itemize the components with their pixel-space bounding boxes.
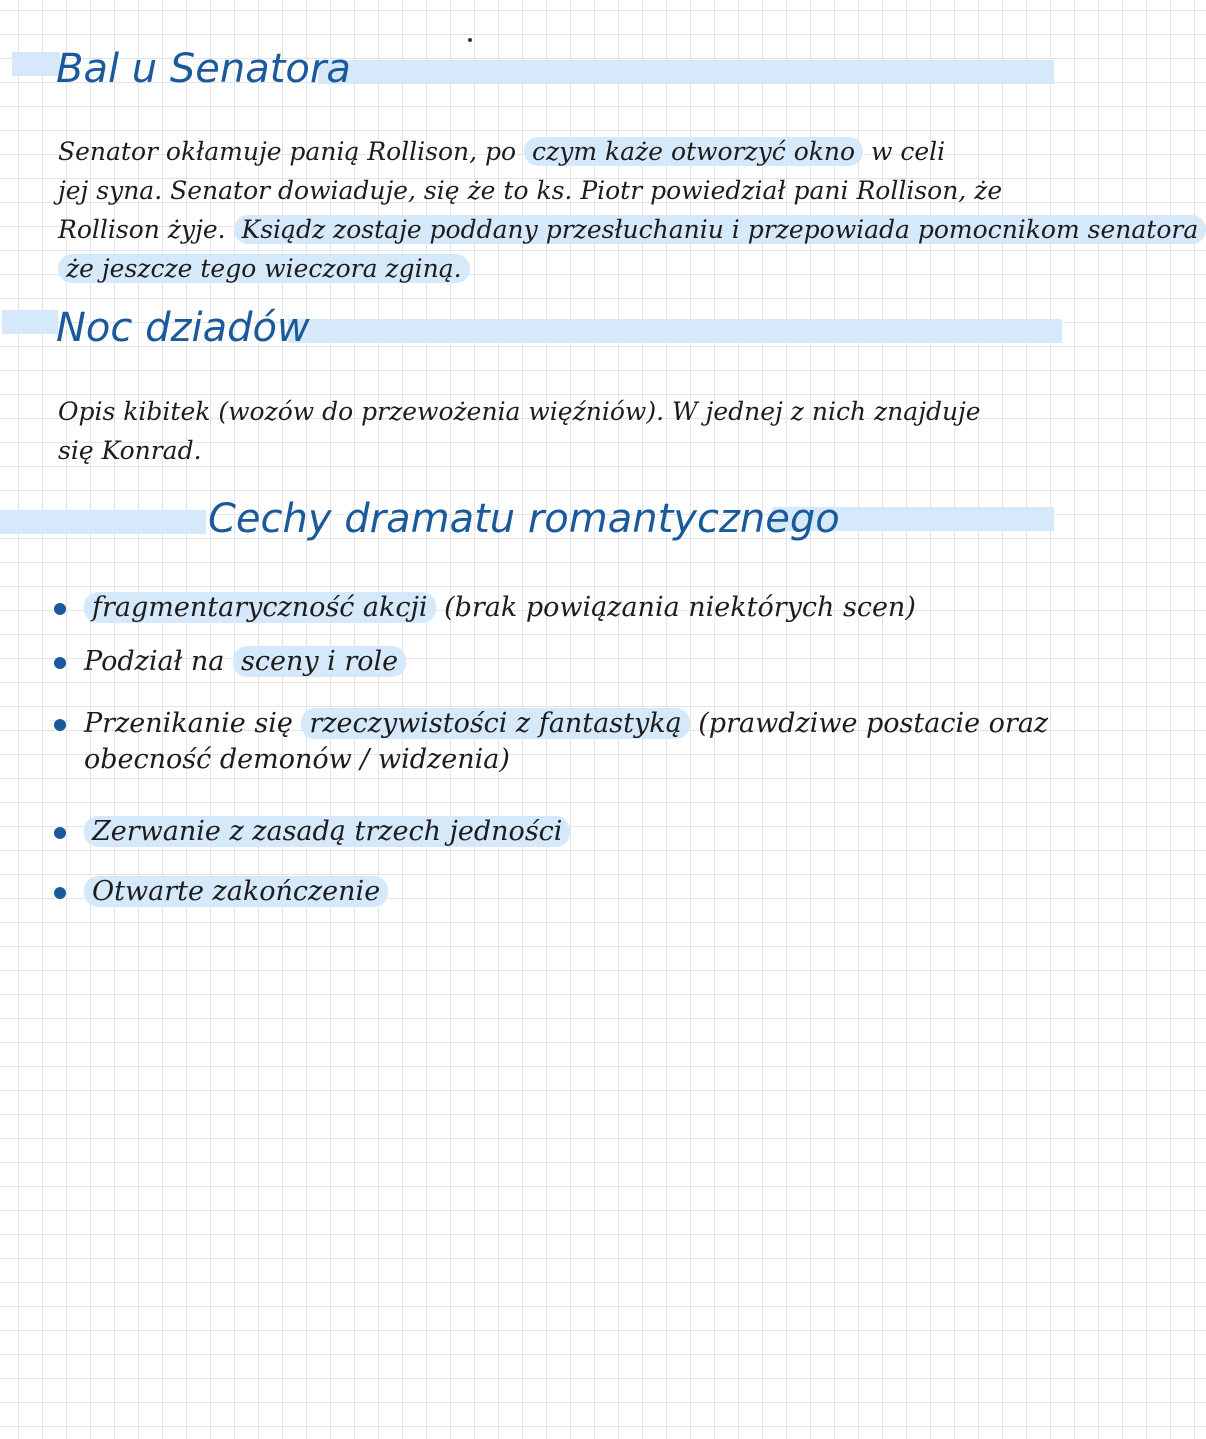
text-segment: (prawdziwe postacie oraz bbox=[689, 708, 1049, 739]
feature-line bbox=[84, 814, 1040, 850]
text-segment: Rollison żyje. bbox=[58, 215, 234, 244]
bullet-icon bbox=[54, 719, 66, 731]
features-heading-highlight-left bbox=[0, 510, 206, 534]
text-segment: Podział na bbox=[84, 646, 233, 677]
heading-highlight-left-1 bbox=[12, 52, 60, 76]
highlighted-text: rzeczywistości z fantastyką bbox=[301, 708, 689, 739]
paragraph-line bbox=[58, 171, 1048, 210]
feature-line bbox=[84, 874, 1040, 910]
highlighted-text: że jeszcze tego wieczora zginą. bbox=[58, 254, 470, 283]
features-list bbox=[50, 570, 1049, 910]
paragraph-line bbox=[58, 392, 1048, 431]
heading-highlight-left-2 bbox=[2, 310, 58, 334]
highlighted-text: czym każe otworzyć okno bbox=[524, 137, 863, 166]
bullet-icon bbox=[54, 887, 66, 899]
feature-line bbox=[84, 706, 1049, 742]
bullet-icon bbox=[54, 603, 66, 615]
text-segment: Senator okłamuje panią Rollison, po bbox=[58, 137, 525, 166]
paragraph-line bbox=[58, 210, 1199, 249]
highlighted-text: Ksiądz zostaje poddany przesłuchaniu i przepowiada pomocnikom senatora bbox=[234, 215, 1206, 244]
text-segment: w celi bbox=[863, 137, 946, 166]
section-paragraph-bal-u-senatora bbox=[58, 132, 1199, 288]
feature-item bbox=[50, 874, 1040, 910]
text-segment: się Konrad. bbox=[58, 436, 202, 465]
feature-line bbox=[84, 590, 1040, 626]
text-segment: jej syna. Senator dowiaduje, się że to ks. Piotr powiedział pani Rollison, że bbox=[58, 176, 1003, 205]
section-heading-bal-u-senatora: Bal u Senatora bbox=[56, 46, 351, 92]
heading-highlight-right-1 bbox=[318, 60, 1054, 84]
text-segment: obecność demonów / widzenia) bbox=[84, 744, 510, 775]
feature-item bbox=[50, 706, 1049, 778]
feature-line bbox=[84, 742, 1040, 778]
bullet-icon bbox=[54, 657, 66, 669]
highlighted-text: sceny i role bbox=[233, 646, 406, 677]
highlighted-text: fragmentaryczność akcji bbox=[84, 592, 436, 623]
feature-item bbox=[50, 644, 1040, 680]
features-heading: Cechy dramatu romantycznego bbox=[208, 496, 840, 542]
highlighted-text: Zerwanie z zasadą trzech jedności bbox=[84, 816, 570, 847]
paragraph-line bbox=[58, 431, 1048, 470]
bullet-icon bbox=[54, 827, 66, 839]
section-heading-noc-dziadow: Noc dziadów bbox=[56, 305, 310, 351]
feature-item bbox=[50, 590, 1040, 626]
text-segment: Przenikanie się bbox=[84, 708, 302, 739]
feature-line bbox=[84, 644, 1040, 680]
text-segment: Opis kibitek (wozów do przewożenia więźniów). W jednej z nich znajduje bbox=[58, 397, 981, 426]
section-paragraph-noc-dziadow bbox=[58, 392, 1048, 470]
ink-dot bbox=[468, 38, 472, 42]
text-segment: (brak powiązania niektórych scen) bbox=[435, 592, 916, 623]
paragraph-line bbox=[58, 132, 1048, 171]
heading-highlight-right-2 bbox=[288, 319, 1062, 343]
feature-item bbox=[50, 814, 1040, 850]
highlighted-text: Otwarte zakończenie bbox=[84, 876, 388, 907]
paragraph-line bbox=[58, 249, 1048, 288]
